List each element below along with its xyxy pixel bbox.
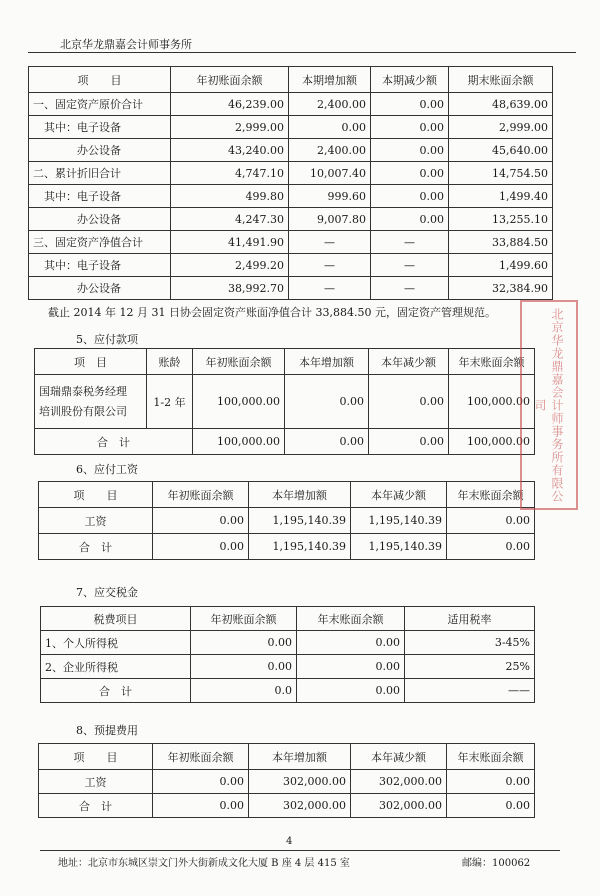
cell-value: 14,754.50 [449, 162, 553, 185]
cell-value: 0.00 [153, 534, 249, 560]
cell-value: 1,195,140.39 [351, 534, 447, 560]
header-cell: 项 目 [35, 349, 147, 375]
table-row [29, 185, 553, 208]
cell-value: 10,007.40 [289, 162, 371, 185]
cell-value: — [289, 254, 371, 277]
footer-rule [40, 850, 560, 851]
table-row [29, 277, 553, 300]
table-row [29, 231, 553, 254]
header-cell: 年初账面余额 [193, 349, 285, 375]
cell-value: — [289, 231, 371, 254]
cell-value: 2,999.00 [449, 116, 553, 139]
header-cell: 本年减少额 [369, 349, 449, 375]
header-cell: 项 目 [29, 67, 171, 93]
row-label: 其中：电子设备 [29, 116, 171, 139]
seal-stamp: 北京华龙鼎嘉会计师事务所有限公司 [520, 300, 578, 510]
cell-value: 100,000.00 [193, 429, 285, 455]
header-cell: 年初账面余额 [191, 607, 297, 631]
cell-value: — [371, 254, 449, 277]
section-title: 5、应付款项 [76, 333, 138, 346]
cell-value: 0.00 [447, 794, 535, 818]
row-label: 其中：电子设备 [29, 254, 171, 277]
row-label: 办公设备 [29, 139, 171, 162]
row-label: 合 计 [41, 679, 191, 703]
cell-value: 0.00 [153, 508, 249, 534]
cell-value: 302,000.00 [249, 794, 351, 818]
cell-value: 0.00 [297, 631, 405, 655]
cell-value: 41,491.90 [171, 231, 289, 254]
header-cell: 本期增加额 [289, 67, 371, 93]
header-cell: 年初账面余额 [153, 744, 249, 770]
cell-value: 0.00 [369, 375, 449, 429]
cell-value: 46,239.00 [171, 93, 289, 116]
cell-value: 1,499.60 [449, 254, 553, 277]
cell-value: — [371, 277, 449, 300]
cell-value: 2,999.00 [171, 116, 289, 139]
cell-value: 45,640.00 [449, 139, 553, 162]
cell-value: 4,247.30 [171, 208, 289, 231]
cell-value: 100,000.00 [193, 375, 285, 429]
table-row [41, 655, 535, 679]
tax-rate: 25% [405, 655, 535, 679]
cell-value: 0.00 [285, 375, 369, 429]
header-cell: 本年增加额 [285, 349, 369, 375]
table-header-row [41, 607, 535, 631]
row-label: 三、固定资产净值合计 [29, 231, 171, 254]
creditor-name-line2: 培训股份有限公司 [39, 404, 127, 418]
cell-value: 2,499.20 [171, 254, 289, 277]
header-cell: 适用税率 [405, 607, 535, 631]
row-label: 2、企业所得税 [41, 655, 191, 679]
row-label: 一、固定资产原价合计 [29, 93, 171, 116]
cell-value: 0.00 [153, 794, 249, 818]
cell-value: 9,007.80 [289, 208, 371, 231]
cell-value: 33,884.50 [449, 231, 553, 254]
cell-value: 4,747.10 [171, 162, 289, 185]
table-row [41, 679, 535, 703]
table-header-row [35, 349, 535, 375]
tax-rate: —— [405, 679, 535, 703]
cell-value: 302,000.00 [351, 794, 447, 818]
fixed-assets-table [28, 66, 553, 300]
cell-value: 32,384.90 [449, 277, 553, 300]
cell-value: 43,240.00 [171, 139, 289, 162]
header-cell: 期末账面余额 [449, 67, 553, 93]
fixed-assets-note: 截止 2014 年 12 月 31 日协会固定资产账面净值合计 33,884.50 元，固定资产管理规范。 [48, 306, 496, 319]
cell-value: 302,000.00 [351, 770, 447, 794]
cell-value: 0.00 [297, 679, 405, 703]
cell-value: 302,000.00 [249, 770, 351, 794]
creditor-name-line1: 国瑞鼎泰税务经理 [39, 384, 127, 398]
table-row [29, 93, 553, 116]
table-row [39, 794, 535, 818]
payables-table [34, 348, 535, 455]
table-row [29, 208, 553, 231]
table-row [29, 162, 553, 185]
row-label: 1、个人所得税 [41, 631, 191, 655]
footer-postcode: 邮编：100062 [462, 858, 531, 869]
row-label: 二、累计折旧合计 [29, 162, 171, 185]
table-header-row [39, 744, 535, 770]
header-rule [28, 52, 576, 53]
table-row [35, 429, 535, 455]
cell-value: 48,639.00 [449, 93, 553, 116]
header-cell: 年初账面余额 [153, 482, 249, 508]
cell-value: 1,195,140.39 [351, 508, 447, 534]
taxes-payable-table [40, 606, 535, 703]
cell-value: 0.00 [447, 770, 535, 794]
header-cell: 本期减少额 [371, 67, 449, 93]
header-cell: 本年减少额 [351, 744, 447, 770]
cell-value: 1,499.40 [449, 185, 553, 208]
cell-value: 0.00 [191, 631, 297, 655]
cell-value: 0.00 [289, 116, 371, 139]
cell-value: 100,000.00 [449, 429, 535, 455]
section-title: 8、预提费用 [76, 724, 138, 737]
cell-value: 0.00 [371, 208, 449, 231]
cell-value: 2,400.00 [289, 93, 371, 116]
cell-value: 0.00 [285, 429, 369, 455]
header-cell: 年末账面余额 [447, 744, 535, 770]
aging-cell: 1-2 年 [147, 375, 193, 429]
cell-value: 0.00 [153, 770, 249, 794]
firm-header: 北京华龙鼎嘉会计师事务所 [60, 38, 192, 51]
cell-value: 2,400.00 [289, 139, 371, 162]
footer-address: 地址：北京市东城区崇文门外大街新成文化大厦 B 座 4 层 415 室 [58, 858, 350, 869]
wages-payable-table [38, 481, 535, 560]
cell-value: 0.00 [371, 93, 449, 116]
header-cell: 年末账面余额 [447, 482, 535, 508]
cell-value: 0.00 [191, 655, 297, 679]
header-cell: 年初账面余额 [171, 67, 289, 93]
header-cell: 本年增加额 [249, 744, 351, 770]
cell-value: 499.80 [171, 185, 289, 208]
table-row [39, 534, 535, 560]
header-cell: 年末账面余额 [449, 349, 535, 375]
header-cell: 本年增加额 [249, 482, 351, 508]
cell-value: 13,255.10 [449, 208, 553, 231]
table-header-row [39, 482, 535, 508]
row-label: 合 计 [39, 534, 153, 560]
cell-value: 0.00 [371, 139, 449, 162]
row-label: 其中：电子设备 [29, 185, 171, 208]
header-cell: 年末账面余额 [297, 607, 405, 631]
cell-value: 0.00 [371, 162, 449, 185]
header-cell: 税费项目 [41, 607, 191, 631]
table-row [29, 116, 553, 139]
table-row [29, 254, 553, 277]
table-header-row [29, 67, 553, 93]
header-cell: 本年减少额 [351, 482, 447, 508]
table-row [39, 508, 535, 534]
table-row [41, 631, 535, 655]
row-label [35, 375, 147, 429]
cell-value: 999.60 [289, 185, 371, 208]
cell-value: 0.00 [371, 116, 449, 139]
accrued-expenses-table [38, 743, 535, 818]
cell-value: 0.00 [447, 508, 535, 534]
header-cell: 项 目 [39, 482, 153, 508]
row-label: 办公设备 [29, 208, 171, 231]
cell-value: 0.00 [297, 655, 405, 679]
cell-value: 0.0 [191, 679, 297, 703]
cell-value: 0.00 [371, 185, 449, 208]
cell-value: — [371, 231, 449, 254]
row-label: 工资 [39, 508, 153, 534]
table-row [35, 375, 535, 429]
table-row [39, 770, 535, 794]
header-cell: 账龄 [147, 349, 193, 375]
section-title: 7、应交税金 [76, 586, 138, 599]
page-number: 4 [286, 836, 293, 847]
cell-value: 1,195,140.39 [249, 508, 351, 534]
cell-value: — [289, 277, 371, 300]
table-row [29, 139, 553, 162]
cell-value: 1,195,140.39 [249, 534, 351, 560]
row-label: 工资 [39, 770, 153, 794]
cell-value: 0.00 [447, 534, 535, 560]
row-label: 办公设备 [29, 277, 171, 300]
cell-value: 38,992.70 [171, 277, 289, 300]
row-label: 合 计 [35, 429, 193, 455]
cell-value: 0.00 [369, 429, 449, 455]
cell-value: 100,000.00 [449, 375, 535, 429]
row-label: 合 计 [39, 794, 153, 818]
section-title: 6、应付工资 [76, 463, 138, 476]
header-cell: 项 目 [39, 744, 153, 770]
tax-rate: 3-45% [405, 631, 535, 655]
